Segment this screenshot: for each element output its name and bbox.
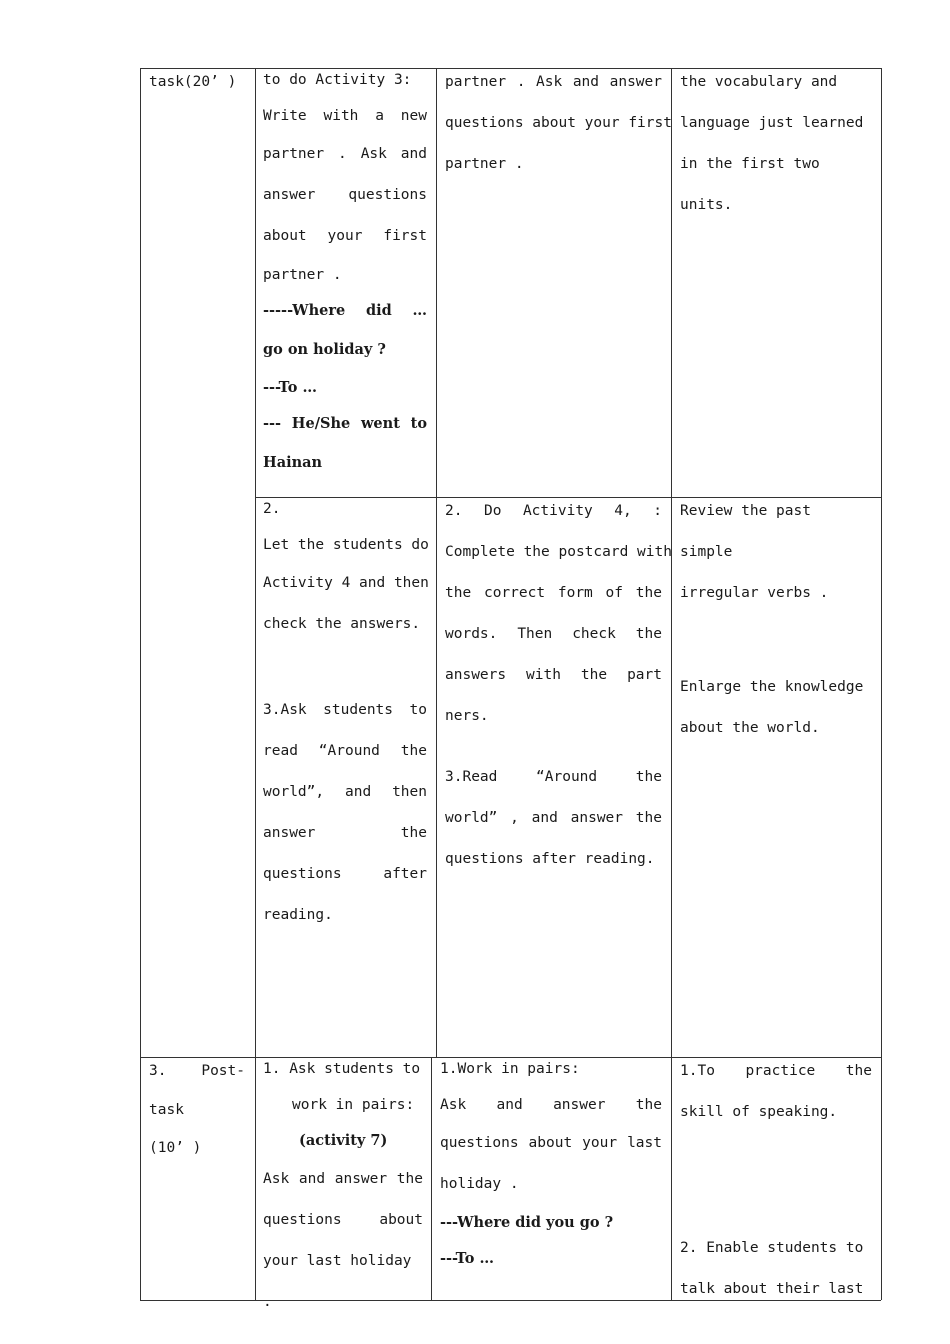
- column-divider-3: [671, 68, 672, 1300]
- purpose-line: irregular verbs .: [680, 585, 829, 601]
- column-divider-2-lower: [431, 1057, 432, 1300]
- student-line: partner .: [445, 156, 524, 172]
- purpose-line: skill of speaking.: [680, 1104, 838, 1120]
- teacher-line: questions about: [263, 1212, 423, 1228]
- purpose-line: the vocabulary and: [680, 74, 838, 90]
- teacher-line: world”, and then: [263, 784, 427, 800]
- column-divider-2-upper: [436, 68, 437, 1057]
- teacher-cell-activity-7: [263, 1051, 423, 1323]
- teacher-line: your last holiday .: [263, 1253, 412, 1310]
- activity-label: (activity 7): [299, 1132, 388, 1149]
- dialogue-line: Hainan: [263, 454, 323, 471]
- student-line: Ask and answer the: [440, 1097, 662, 1113]
- teacher-line: Activity 4 and then: [263, 575, 429, 591]
- student-cell-activity-3: [445, 62, 672, 185]
- teacher-cell-activity-4: [263, 491, 427, 936]
- phase-cell-while-task: [149, 62, 247, 103]
- student-line: 2. Do Activity 4, :: [445, 503, 662, 519]
- teacher-line: questions after: [263, 866, 427, 882]
- teacher-line: partner .: [263, 267, 342, 283]
- purpose-line: Review the past simple: [680, 503, 811, 560]
- purpose-line: units.: [680, 197, 733, 213]
- purpose-cell-review: [680, 491, 872, 749]
- teacher-line: 3.Ask students to: [263, 702, 427, 718]
- phase-label: 3. Post-: [149, 1063, 245, 1079]
- column-divider-1: [255, 68, 256, 1300]
- teacher-line: work in pairs:: [292, 1097, 415, 1113]
- dialogue-line: go on holiday ?: [263, 341, 386, 358]
- dialogue-line: ---Where did you go ?: [440, 1214, 614, 1231]
- student-line: answers with the part: [445, 667, 662, 683]
- purpose-cell-vocabulary: [680, 62, 872, 226]
- student-line: ners.: [445, 708, 489, 724]
- teacher-line: Ask and answer the: [263, 1171, 423, 1187]
- purpose-line: talk about their last: [680, 1281, 864, 1297]
- teacher-line: check the answers.: [263, 616, 421, 632]
- purpose-line: 1.To practice the: [680, 1063, 872, 1079]
- student-line: 1.Work in pairs:: [440, 1061, 580, 1077]
- dialogue-line: -----Where did …: [263, 302, 427, 319]
- student-line: Complete the postcard with: [445, 544, 672, 560]
- purpose-line: about the world.: [680, 720, 820, 736]
- teacher-line: reading.: [263, 907, 333, 923]
- teacher-line: answer the: [263, 825, 427, 841]
- phase-label: (10’ ): [149, 1140, 202, 1156]
- student-cell-pairs: [440, 1051, 662, 1277]
- teacher-line: about your first: [263, 228, 427, 244]
- phase-cell-post-task: [149, 1051, 245, 1169]
- dialogue-line: ---To …: [440, 1250, 494, 1267]
- teacher-line: answer questions: [263, 187, 427, 203]
- student-line: holiday .: [440, 1176, 519, 1192]
- table-right-border: [881, 68, 882, 1300]
- purpose-line: language just learned: [680, 115, 864, 131]
- purpose-line: in the first two: [680, 156, 820, 172]
- student-line: questions about your last: [440, 1135, 662, 1151]
- student-line: the correct form of the: [445, 585, 662, 601]
- student-line: 3.Read “Around the: [445, 769, 662, 785]
- student-line: questions about your first: [445, 115, 672, 131]
- phase-label: task: [149, 1102, 184, 1118]
- student-line: words. Then check the: [445, 626, 662, 642]
- purpose-line: 2. Enable students to: [680, 1240, 864, 1256]
- dialogue-line: --- He/She went to: [263, 415, 427, 432]
- teacher-line: partner . Ask and: [263, 146, 427, 162]
- student-cell-activity-4: [445, 491, 672, 880]
- phase-label: task(20’ ): [149, 74, 237, 90]
- teacher-intro: to do Activity 3:: [263, 72, 412, 88]
- teacher-step-number: 2.: [263, 501, 281, 517]
- student-line: partner . Ask and answer: [445, 74, 662, 90]
- table-left-border: [140, 68, 141, 1300]
- purpose-cell-speaking: [680, 1051, 872, 1310]
- teacher-line: Let the students do: [263, 537, 429, 553]
- teacher-line: 1. Ask students to: [263, 1061, 421, 1077]
- teacher-line: Write with a new: [263, 108, 427, 124]
- teacher-line: read “Around the: [263, 743, 427, 759]
- teacher-cell-activity-3: [263, 62, 427, 483]
- dialogue-line: ---To …: [263, 379, 317, 396]
- student-line: world” , and answer the: [445, 810, 662, 826]
- student-line: questions after reading.: [445, 851, 655, 867]
- purpose-line: Enlarge the knowledge: [680, 679, 864, 695]
